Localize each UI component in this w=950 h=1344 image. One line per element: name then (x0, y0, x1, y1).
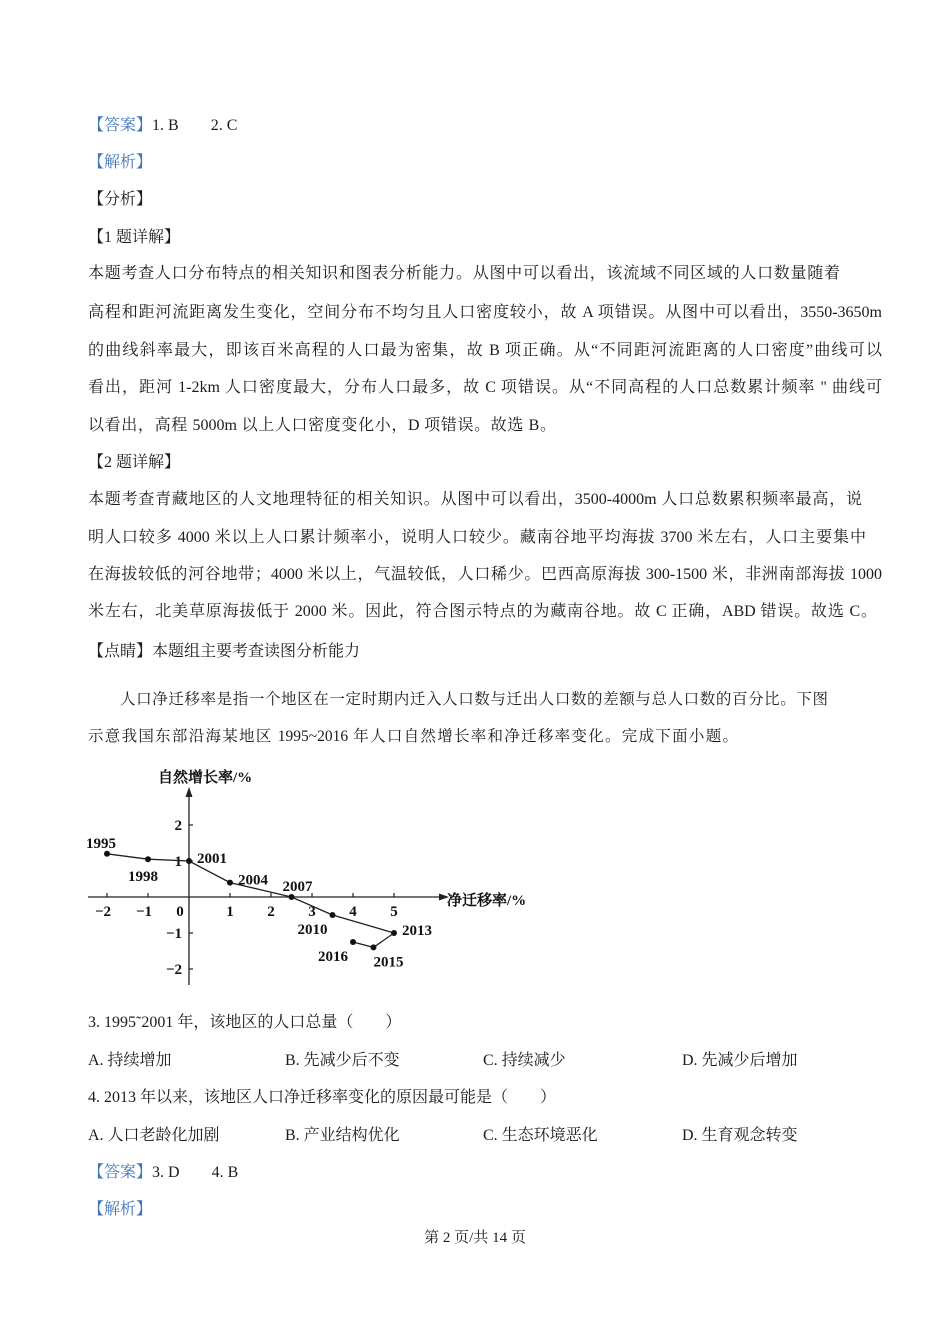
q2-detail-line: 在海拔较低的河谷地带；4000 米以上，气温较低，人口稀少。巴西高原海拔 300-1500 米，非洲南部海拔 1000 (88, 566, 882, 583)
data-label-2007: 2007 (282, 879, 313, 895)
x-tick-label: −2 (94, 904, 112, 920)
q1-detail-line: 以看出，高程 5000m 以上人口密度变化小，D 项错误。故选 B。 (88, 417, 556, 434)
q2-detail-line: 米左右，北美草原海拔低于 2000 米。因此，符合图示特点的为藏南谷地。故 C 正确，ABD 错误。故选 C。 (88, 603, 877, 620)
data-label-1995: 1995 (86, 835, 116, 852)
q2-detail-line: 明人口较多 4000 米以上人口累计频率小，说明人口较少。藏南谷地平均海拔 3700 米左右，人口主要集中 (88, 529, 866, 546)
page-footer: 第 2 页/共 14 页 (424, 1230, 526, 1246)
intro-line: 示意我国东部沿海某地区 1995~2016 年人口自然增长率和净迁移率变化。完成下面小题。 (88, 728, 738, 745)
y-tick-label: −1 (165, 926, 182, 942)
answer-item: 2. C (210, 117, 238, 134)
q2-detail-line: 本题考查青藏地区的人文地理特征的相关知识。从图中可以看出，3500-4000m 人口总数累积频率最高，说 (88, 491, 862, 508)
x-tick-label: 3 (308, 904, 316, 920)
y-axis-label: 自然增长率/% (158, 770, 253, 786)
data-point-2013 (391, 930, 397, 936)
y-tick-label: 1 (174, 854, 182, 870)
question-stem: 3. 1995˜2001 年，该地区的人口总量（ ） (88, 1014, 402, 1031)
q1-detail-line: 高程和距河流距离发生变化，空间分布不均匀且人口密度较小，故 A 项错误。从图中可以看出，3550-3650m (88, 304, 882, 321)
answer-line (88, 116, 237, 136)
analysis-tag: 【解析】 (88, 154, 153, 171)
x-tick-label: 5 (390, 904, 398, 920)
answer-line (88, 1163, 238, 1183)
data-point-2004 (227, 880, 233, 886)
fenxi-tag: 【分析】 (88, 191, 153, 208)
data-label-2015: 2015 (373, 954, 404, 971)
x-tick-label: 2 (267, 904, 275, 920)
question-option: C. 生态环境恶化 (483, 1127, 598, 1144)
q1-detail-tag: 【1 题详解】 (88, 229, 181, 246)
data-label-2001: 2001 (197, 851, 227, 867)
data-label-2016: 2016 (318, 949, 348, 965)
data-point-2001 (186, 858, 192, 864)
answer-item: 1. B (152, 117, 179, 134)
migration-growth-chart (80, 760, 550, 990)
q1-detail-line: 看出，距河 1-2km 人口密度最大，分布人口最多，故 C 项错误。从“不同高程的人口总数累计频率 " 曲线可 (88, 379, 882, 396)
question-stem: 4. 2013 年以来，该地区人口净迁移率变化的原因最可能是（ ） (88, 1089, 557, 1106)
x-axis-label: 净迁移率/% (447, 893, 527, 909)
data-point-2016 (350, 939, 356, 945)
x-tick-label: 0 (176, 904, 184, 920)
question-option: A. 持续增加 (88, 1052, 172, 1069)
analysis-tag: 【解析】 (88, 1201, 153, 1218)
data-point-2010 (330, 912, 336, 918)
question-option: D. 先减少后增加 (682, 1052, 798, 1069)
x-tick-label: −1 (135, 904, 153, 920)
data-line (107, 854, 394, 948)
question-option: B. 产业结构优化 (285, 1127, 400, 1144)
q1-detail-line: 本题考查人口分布特点的相关知识和图表分析能力。从图中可以看出，该流域不同区域的人口数量随着 (88, 265, 840, 282)
dianjing-tag: 【点睛】 (88, 643, 153, 660)
dianjing-line (88, 642, 360, 662)
q1-detail-line: 的曲线斜率最大，即该百米高程的人口最为密集，故 B 项正确。从“不同距河流距离的人口密度”曲线可以 (88, 342, 882, 359)
answer-tag: 【答案】 (88, 1164, 153, 1181)
question-option: B. 先减少后不变 (285, 1052, 400, 1069)
answer-item: 4. B (211, 1164, 239, 1181)
question-option: D. 生育观念转变 (682, 1127, 798, 1144)
answer-tag: 【答案】 (88, 117, 153, 134)
data-point-2015 (371, 944, 377, 950)
x-tick-label: 4 (349, 904, 357, 920)
data-label-2010: 2010 (297, 922, 328, 938)
q2-detail-tag: 【2 题详解】 (88, 454, 181, 471)
x-tick-label: 1 (226, 904, 234, 920)
dianjing-text: 本题组主要考查读图分析能力 (152, 643, 361, 660)
y-tick-label: −2 (165, 962, 182, 978)
data-point-1998 (145, 856, 151, 862)
question-option: C. 持续减少 (483, 1052, 566, 1069)
y-tick-label: 2 (174, 818, 182, 834)
data-label-2004: 2004 (238, 872, 268, 889)
data-label-1998: 1998 (128, 869, 158, 886)
data-label-2013: 2013 (402, 923, 432, 939)
y-axis-arrow (186, 787, 193, 797)
answer-item: 3. D (152, 1164, 180, 1181)
question-option: A. 人口老龄化加剧 (88, 1127, 220, 1144)
intro-line: 人口净迁移率是指一个地区在一定时期内迁入人口数与迁出人口数的差额与总人口数的百分比。下图 (120, 691, 828, 708)
